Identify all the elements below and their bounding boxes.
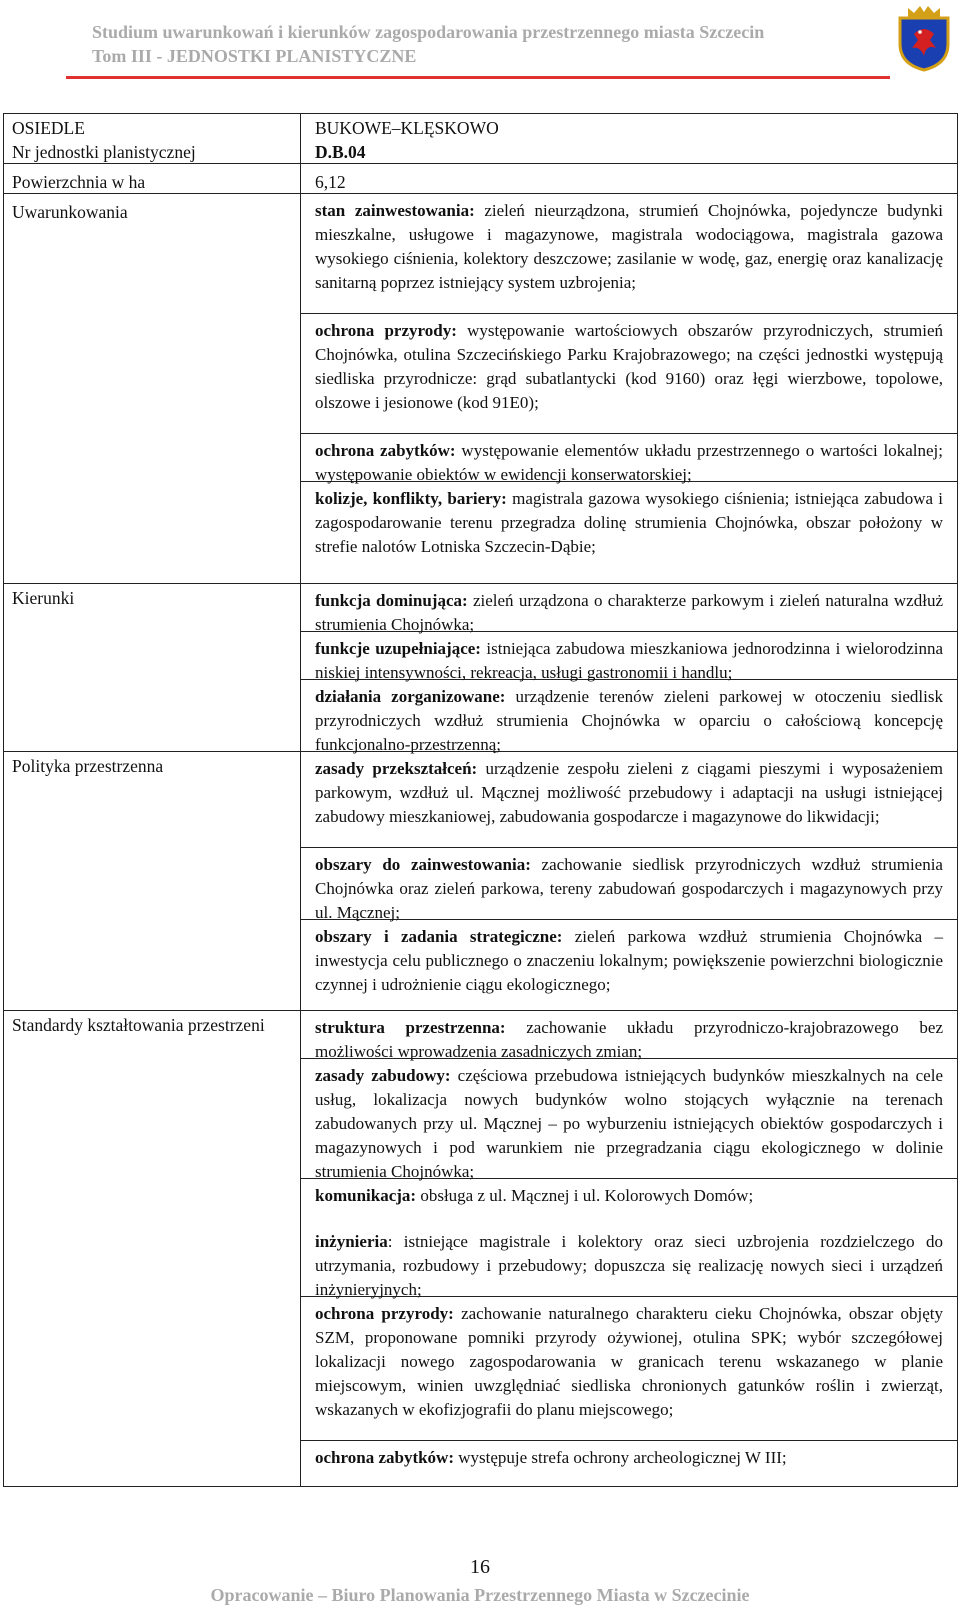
area-value: 6,12 [315,172,346,192]
paragraph-zasady-zabudowy: zasady zabudowy: częściowa przebudowa istniejących budynków mieszkalnych na cele usług, lokalizacja nowych budynków wolno stojących wyłącznie na terenach zabudowanych przy ul. Mącznej – po wyburzeniu istniejących obiektów gospodarczych i magazynowych i pod warunkiem nie przegradzania ciągu ekologicznego w dolinie strumienia Chojnówka; [315,1066,943,1182]
kierunki-label: Kierunki [12,588,75,608]
unit-number-label: Nr jednostki planistycznej [12,142,196,162]
paragraph-stan-zainwestowania: stan zainwestowania: zieleń nieurządzona, strumień Chojnówka, pojedyncze budynki mieszkalne, usługowe i magazynowe, magistrala wodociągowa, magistrala gazowa wysokiego ciśnienia, kolektory deszczowe; zasilanie w wodę, gaz, energię oraz kanalizację sanitarną poprzez istniejący system uzbrojenia; [315,201,943,293]
paragraph-funkcje-uzupelniajace: funkcje uzupełniające: istniejąca zabudowa mieszkaniowa jednorodzinna i wielorodzinna niskiej intensywności, rekreacja, usługi gastronomii i handlu; [315,639,944,683]
paragraph-obszary-do-zainwestowania: obszary do zainwestowania: zachowanie siedlisk przyrodniczych wzdłuż strumienia Chojnówka oraz zieleń parkowa, tereny zabudowań gospodarczych i magazynowych przy ul. Mącznej; [315,855,943,923]
osiedle-label: OSIEDLE [12,118,85,138]
table-row-divider [3,583,958,584]
table-column-divider [300,113,301,1487]
paragraph-komunikacja: komunikacja: obsługa z ul. Mącznej i ul. Kolorowych Domów; [315,1186,754,1205]
unit-number-value: D.B.04 [315,142,366,162]
paragraph-separator [300,1440,958,1441]
osiedle-value: BUKOWE–KLĘSKOWO [315,118,499,138]
footer-credit: Opracowanie – Biuro Planowania Przestrzennego Miasta w Szczecinie [210,1585,750,1605]
paragraph-separator [300,847,958,848]
header-title-line2: Tom III - JEDNOSTKI PLANISTYCZNE [92,46,417,66]
header-title-line1: Studium uwarunkowań i kierunków zagospodarowania przestrzennego miasta Szczecin [92,22,765,42]
header-divider [66,76,890,79]
uwarunkowania-label: Uwarunkowania [12,202,128,222]
table-row-divider [3,193,958,194]
paragraph-separator [300,433,958,434]
header-title [92,20,764,68]
standardy-label: Standardy kształtowania przestrzeni [12,1015,265,1035]
paragraph-ochrona-przyrody: ochrona przyrody: występowanie wartościowych obszarów przyrodniczych, strumień Chojnówka, otulina Szczecińskiego Parku Krajobrazowego; na części jednostki występują siedliska przyrodnicze: grąd subatlantycki (kod 9160) oraz łęgi wierzbowe, topolowe, olszowe i jesionowe (kod 91E0); [315,321,944,413]
area-label: Powierzchnia w ha [12,172,146,192]
paragraph-ochrona-zabytkow: ochrona zabytków: występowanie elementów układu przestrzennego o wartości lokalnej; występowanie obiektów w ewidencji konserwatorskiej; [315,441,943,485]
paragraph-separator [300,313,958,314]
paragraph-dzialania-zorganizowane: działania zorganizowane: urządzenie terenów zieleni parkowej w otoczeniu siedlisk przyrodniczych wzdłuż strumienia Chojnówka w oparciu o całościową koncepcję funkcjonalno-przestrzenną; [315,687,943,755]
page-header [0,0,960,90]
paragraph-ochrona-zabytkow-standardy: ochrona zabytków: występuje strefa ochrony archeologicznej W III; [315,1448,787,1467]
szczecin-coat-of-arms-icon [896,4,952,72]
page-number: 16 [470,1556,490,1578]
paragraph-funkcja-dominujaca: funkcja dominująca: zieleń urządzona o charakterze parkowym i zieleń naturalna wzdłuż strumienia Chojnówka; [315,591,943,635]
polityka-label: Polityka przestrzenna [12,756,164,776]
paragraph-kolizje: kolizje, konflikty, bariery: magistrala gazowa wysokiego ciśnienia; istniejąca zabudowa i zagospodarowanie terenu przegradza dolinę strumienia Chojnówka, obszar położony w strefie nalotów Lotniska Szczecin-Dąbie; [315,489,943,557]
paragraph-zasady-przeksztalcen: zasady przekształceń: urządzenie zespołu zieleni z ciągami pieszymi i wyposażeniem parkowym, wzdłuż ul. Mącznej możliwość przebudowy i adaptacji na usługi istniejącej zabudowy mieszkaniowej, zabudowania gospodarcze i magazynowe do likwidacji; [315,759,943,827]
paragraph-ochrona-przyrody-standardy: ochrona przyrody: zachowanie naturalnego charakteru cieku Chojnówka, obszar objęty SZM, proponowane pomniki przyrody ożywionej, otulina SPK; wybór szczegółowej lokalizacji nowego zagospodarowania w granicach terenu wskazanego w planie miejscowym, winien uwzględniać siedliska chronionych gatunków roślin i zwierząt, wskazanych w ekofizjografii do planu miejscowego; [315,1304,944,1420]
paragraph-inzynieria: inżynieria: istniejące magistrale i kolektory oraz sieci uzbrojenia rozdzielczego do utrzymania, rozbudowy i przebudowy; dopuszcza się realizację nowych sieci i urządzeń inżynieryjnych; [315,1232,943,1300]
paragraph-struktura-przestrzenna: struktura przestrzenna: zachowanie układu przyrodniczo-krajobrazowego bez możliwości wprowadzenia zasadniczych zmian; [315,1018,944,1062]
table-row-divider [3,1010,958,1011]
paragraph-obszary-strategiczne: obszary i zadania strategiczne: zieleń parkowa wzdłuż strumienia Chojnówka – inwestycja celu publicznego o znaczeniu lokalnym; powiększenie powierzchni biologicznie czynnej i udrożnienie ciągu ekologicznego; [315,927,943,995]
